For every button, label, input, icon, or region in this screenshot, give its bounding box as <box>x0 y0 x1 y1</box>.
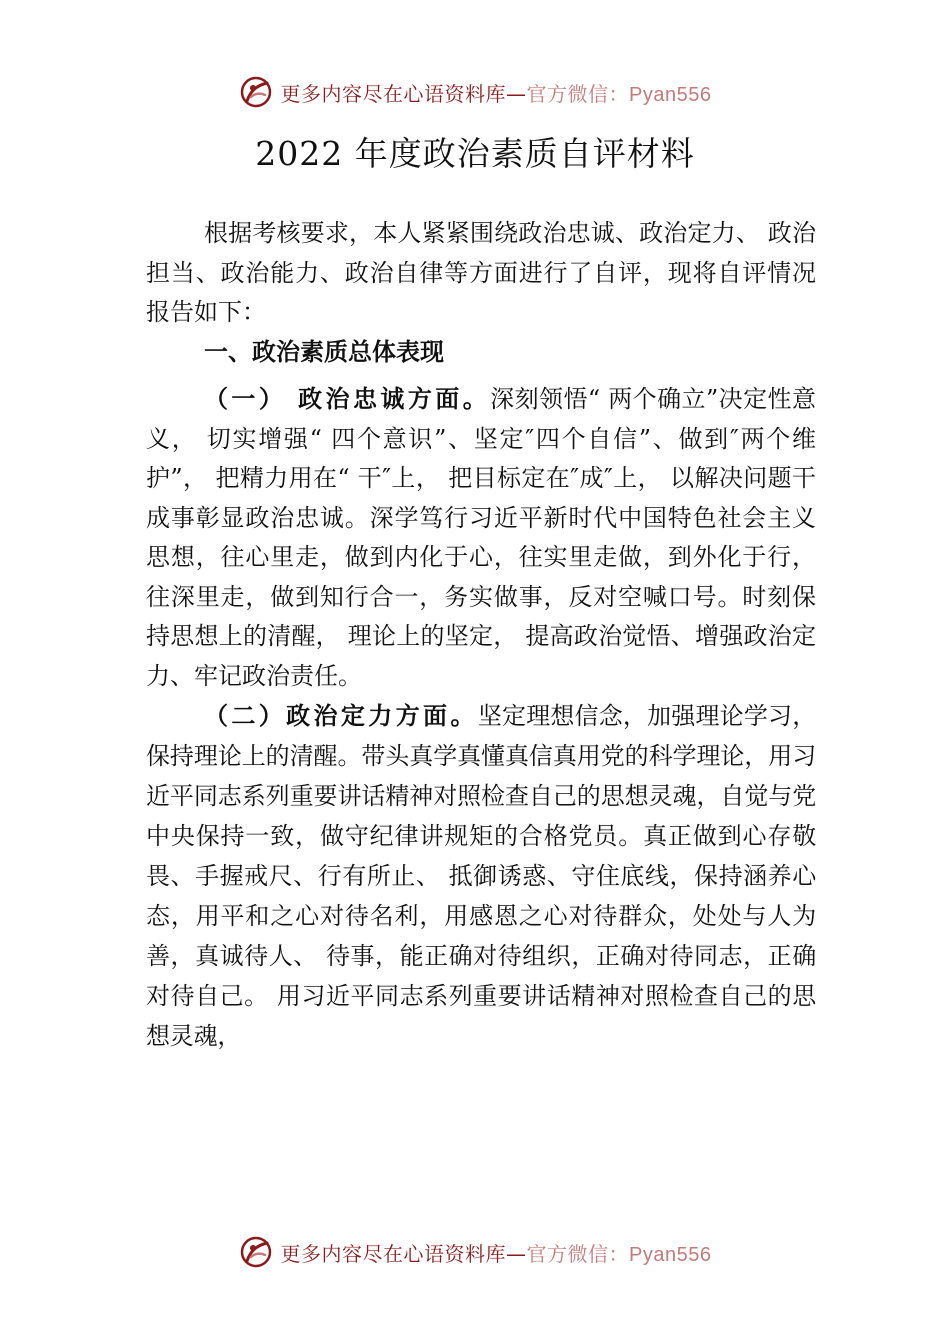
intro-paragraph: 根据考核要求，本人紧紧围绕政治忠诚、政治定力、 政治担当、政治能力、政治自律等方面进行了自评，现将自评情况报告如下： <box>146 219 816 326</box>
item1-lead: （一） 政治忠诚方面。 <box>204 385 491 413</box>
section-heading: 一、政治素质总体表现 <box>204 337 444 366</box>
logo-icon <box>239 75 273 109</box>
item2-lead: （二）政治定力方面。 <box>204 702 478 730</box>
item2-paragraph <box>146 696 816 1056</box>
item1-paragraph <box>146 380 816 696</box>
header-banner <box>0 72 950 112</box>
logo-icon <box>239 1235 273 1269</box>
item2-body: 坚定理想信念，加强理论学习，保持理论上的清醒。带头真学真懂真信真用党的科学理论，用习近平同志系列重要讲话精神对照检查自己的思想灵魂，自觉与党中央保持一致，做守纪律讲规矩的合格党员。真正做到心存敬畏、手握戒尺、行有所止、 抵御诱惑、守住底线，保持涵养心态，用平和之心对待名利，用感恩之心对待群众，处处与人为善，真诚待人、 待事，能正确对待组织，正确对待同志，正确对待自己。 用习近平同志系列重要讲话精神对照检查自己的思想灵魂， <box>146 702 816 1050</box>
footer-banner <box>0 1232 950 1272</box>
banner-text: 更多内容尽在心语资料库—官方微信：Pyan556 <box>280 1241 712 1266</box>
banner-text: 更多内容尽在心语资料库—官方微信：Pyan556 <box>280 81 712 106</box>
item1-body: 深刻领悟“ 两个确立”决定性意义， 切实增强“ 四个意识”、坚定″四个自信”、做到″两个维护”， 把精力用在“ 干″上， 把目标定在″成″上， 以解决问题干成事彰显政治忠诚。深学笃行习近平新时代中国特色社会主义思想，往心里走，做到内化于心，往实里走做，到外化于行，往深里走，做到知行合一，务实做事，反对空喊口号。时刻保持思想上的清醒， 理论上的坚定， 提高政治觉悟、增强政治定力、牢记政治责任。 <box>146 385 816 690</box>
document-title: 2022 年度政治素质自评材料 <box>255 134 695 173</box>
document-body <box>146 214 816 1056</box>
